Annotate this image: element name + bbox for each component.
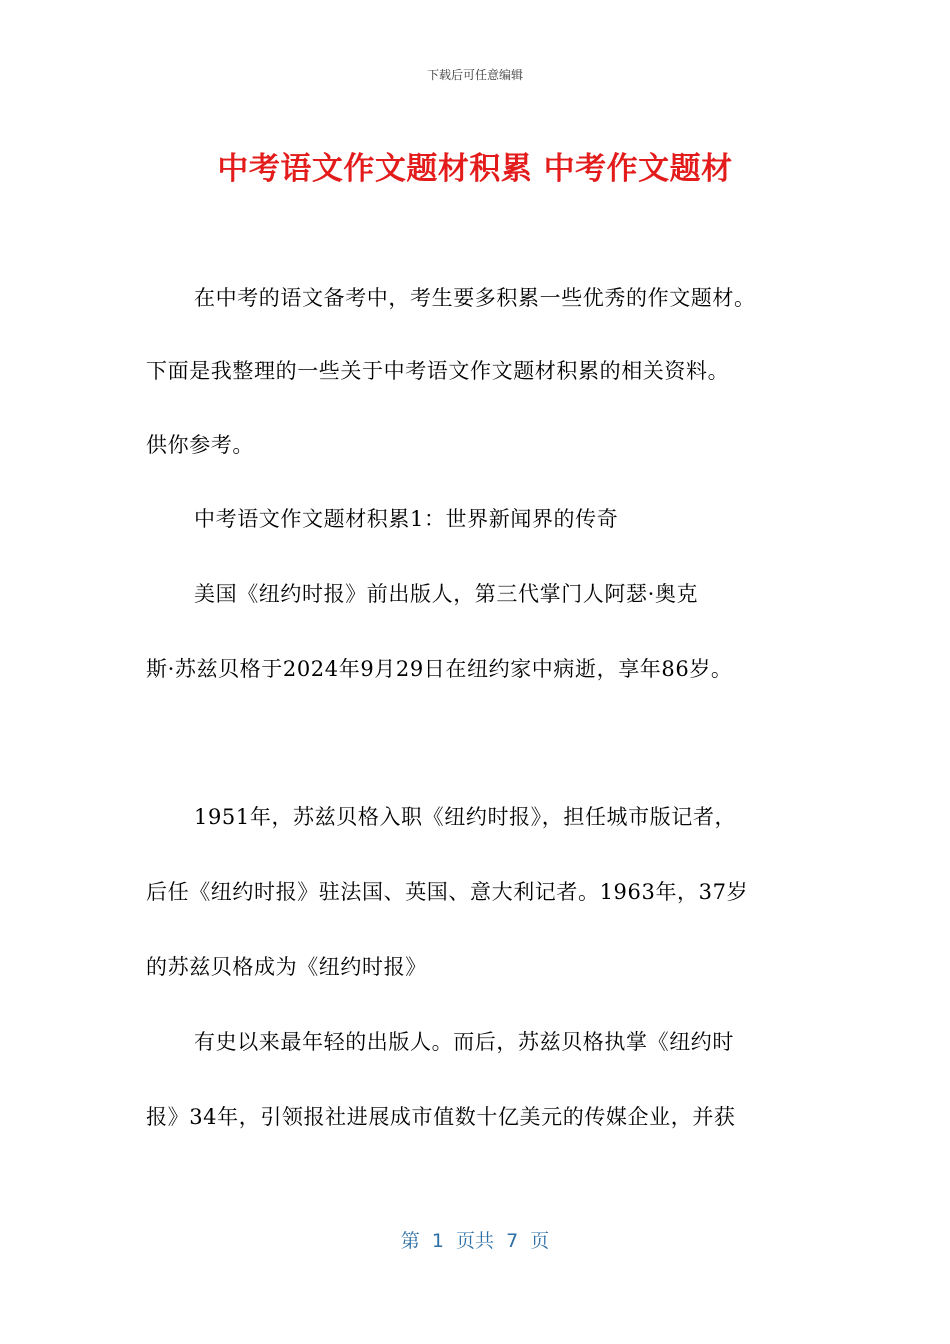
paragraph-line: 在中考的语文备考中，考生要多积累一些优秀的作文题材。 <box>194 286 756 310</box>
paragraph-line: 1951年，苏兹贝格入职《纽约时报》，担任城市版记者， <box>194 805 737 829</box>
paragraph-line: 斯·苏兹贝格于2024年9月29日在纽约家中病逝，享年86岁。 <box>146 657 733 681</box>
page-number-footer: 第 1 页共 7 页 <box>400 1230 550 1252</box>
paragraph-line: 后任《纽约时报》驻法国、英国、意大利记者。1963年，37岁 <box>146 880 749 904</box>
paragraph-line: 供你参考。 <box>146 433 254 457</box>
document-title: 中考语文作文题材积累 中考作文题材 <box>217 151 733 187</box>
header-note: 下载后可任意编辑 <box>426 68 523 82</box>
paragraph-line: 有史以来最年轻的出版人。而后，苏兹贝格执掌《纽约时 <box>194 1030 734 1054</box>
paragraph-line: 下面是我整理的一些关于中考语文作文题材积累的相关资料。 <box>146 359 730 383</box>
paragraph-line: 的苏兹贝格成为《纽约时报》 <box>146 955 427 979</box>
paragraph-line: 美国《纽约时报》前出版人，第三代掌门人阿瑟·奥克 <box>194 582 699 606</box>
section-heading: 中考语文作文题材积累1：世界新闻界的传奇 <box>194 507 619 531</box>
paragraph-line: 报》34年，引领报社进展成市值数十亿美元的传媒企业，并获 <box>146 1105 736 1129</box>
